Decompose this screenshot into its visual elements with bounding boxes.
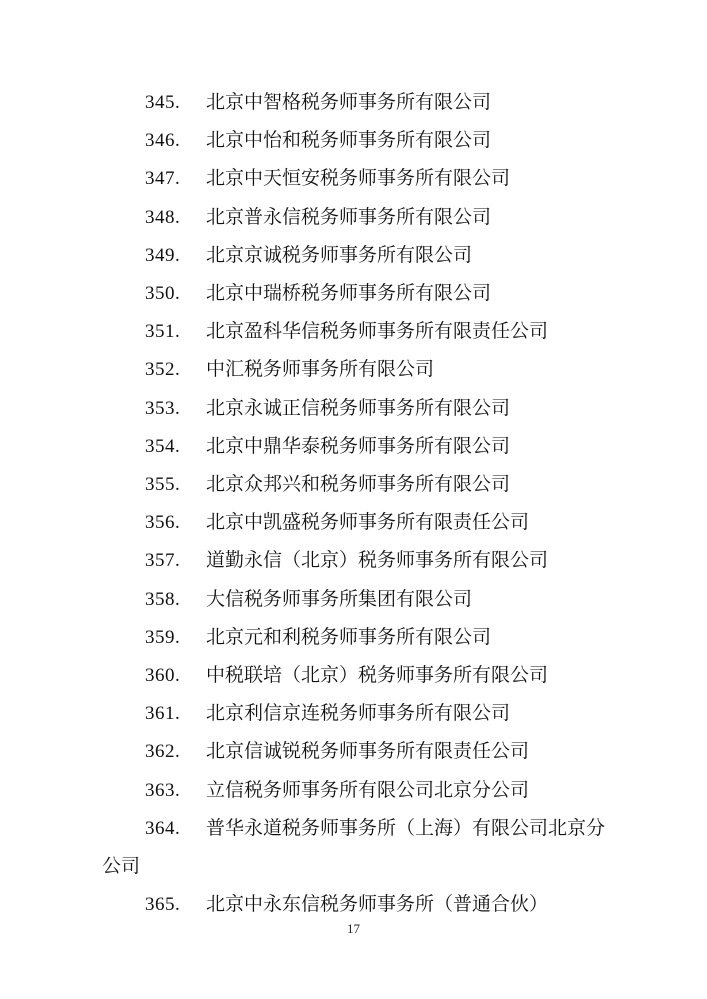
page-number: 17 (347, 921, 360, 936)
entry-number: 352. (145, 359, 181, 381)
entry-number: 351. (145, 321, 181, 343)
entry-number: 359. (145, 626, 181, 648)
entry-name: 立信税务师事务所有限公司北京分公司 (206, 779, 530, 801)
list-item (102, 810, 614, 886)
list-item (102, 619, 614, 657)
list-item (102, 199, 614, 237)
list-item (102, 237, 614, 275)
entry-name: 北京中怡和税务师事务所有限公司 (206, 130, 492, 152)
entry-name: 北京盈科华信税务师事务所有限责任公司 (206, 321, 549, 343)
list-item (102, 122, 614, 160)
entry-number: 347. (145, 168, 181, 190)
entry-number: 360. (145, 665, 181, 687)
entry-number: 356. (145, 512, 181, 534)
entry-number: 362. (145, 741, 181, 763)
entry-name: 道勤永信（北京）税务师事务所有限公司 (206, 550, 549, 572)
list-item (102, 504, 614, 542)
list-item (102, 351, 614, 389)
entry-name: 中汇税务师事务所有限公司 (206, 359, 435, 381)
entry-number: 354. (145, 435, 181, 457)
list-item (102, 886, 614, 924)
list-item (102, 772, 614, 810)
entry-name: 北京元和利税务师事务所有限公司 (206, 626, 492, 648)
entry-name: 北京利信京连税务师事务所有限公司 (206, 703, 511, 725)
entry-name: 北京京诚税务师事务所有限公司 (206, 244, 473, 266)
entry-number: 348. (145, 206, 181, 228)
entry-name: 大信税务师事务所集团有限公司 (206, 588, 473, 610)
list-item (102, 313, 614, 351)
list-item (102, 733, 614, 771)
list-item (102, 657, 614, 695)
list-item (102, 160, 614, 198)
entry-number: 355. (145, 474, 181, 496)
list-item (102, 428, 614, 466)
entry-number: 345. (145, 92, 181, 113)
entry-name: 北京中永东信税务师事务所（普通合伙） (206, 894, 549, 916)
entry-number: 365. (145, 894, 181, 916)
entry-number: 346. (145, 130, 181, 152)
entry-name: 北京永诚正信税务师事务所有限公司 (206, 397, 511, 419)
entry-number: 350. (145, 283, 181, 305)
entry-name: 北京普永信税务师事务所有限公司 (206, 206, 492, 228)
entry-name: 普华永道税务师事务所（上海）有限公司北京分公司 (102, 817, 606, 878)
entry-name: 北京中天恒安税务师事务所有限公司 (206, 168, 511, 190)
list-item (102, 581, 614, 619)
entry-number: 349. (145, 244, 181, 266)
list-item (102, 84, 614, 122)
list-item (102, 275, 614, 313)
entry-name: 北京中鼎华泰税务师事务所有限公司 (206, 435, 511, 457)
list-item (102, 466, 614, 504)
list-item (102, 390, 614, 428)
list-item (102, 695, 614, 733)
entry-name: 北京中智格税务师事务所有限公司 (206, 92, 492, 113)
entry-name: 北京信诚锐税务师事务所有限责任公司 (206, 741, 530, 763)
entry-name: 中税联培（北京）税务师事务所有限公司 (206, 665, 549, 687)
entry-name: 北京中瑞桥税务师事务所有限公司 (206, 283, 492, 305)
firm-list (102, 84, 614, 924)
entry-number: 363. (145, 779, 181, 801)
entry-name: 北京中凯盛税务师事务所有限责任公司 (206, 512, 530, 534)
entry-name: 北京众邦兴和税务师事务所有限公司 (206, 474, 511, 496)
entry-number: 358. (145, 588, 181, 610)
entry-number: 353. (145, 397, 181, 419)
entry-number: 364. (145, 817, 181, 839)
list-item (102, 542, 614, 580)
entry-number: 361. (145, 703, 181, 725)
entry-number: 357. (145, 550, 181, 572)
